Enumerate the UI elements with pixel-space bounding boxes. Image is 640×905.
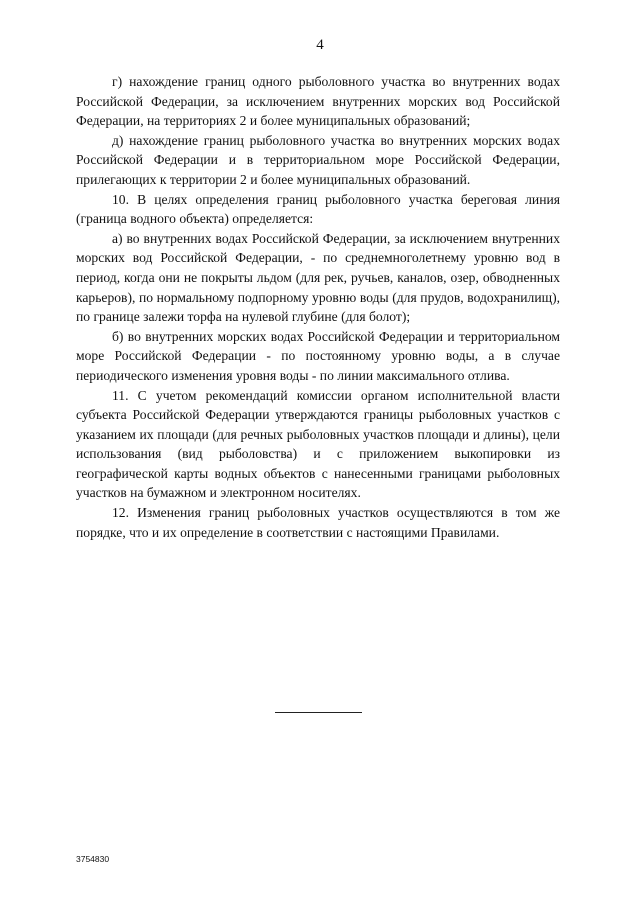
paragraph-d: д) нахождение границ рыболовного участка во внутренних морских водах Российской Федерации и в территориальном море Российской Федерации, прилегающих к территории 2 и более муниципальных образований. xyxy=(76,132,560,187)
paragraph-10: 10. В целях определения границ рыболовного участка береговая линия (граница водного объекта) определяется: xyxy=(76,191,560,227)
document-body xyxy=(76,72,560,542)
page-number: 4 xyxy=(316,37,324,53)
paragraph-11: 11. С учетом рекомендаций комиссии органом исполнительной власти субъекта Российской Федерации утверждаются границы рыболовных участков с указанием их площади (для речных рыболовных участков площади и длины), цели использования (вид рыболовства) и с приложением выкопировки из географической карты водных объектов с нанесенными границами рыболовных участков на бумажном и электронном носителях. xyxy=(76,387,560,501)
paragraph-10b: б) во внутренних морских водах Российской Федерации и территориальном море Российской Федерации - по постоянному уровню воды, а в случае периодического изменения уровня воды - по линии максимального отлива. xyxy=(76,328,560,383)
paragraph-g: г) нахождение границ одного рыболовного участка во внутренних водах Российской Федерации, за исключением внутренних морских вод Российской Федерации, на территориях 2 и более муниципальных образований; xyxy=(76,74,560,129)
paragraph-10a: а) во внутренних водах Российской Федерации, за исключением внутренних морских вод Российской Федерации, - по среднемноголетнему уровню вод в период, когда они не покрыты льдом (для рек, ручьев, каналов, озер, обводненных карьеров), по нормальному подпорному уровню воды (для прудов, водохранилищ), по границе залежи торфа на нулевой глубине (для болот); xyxy=(76,230,560,325)
end-divider xyxy=(275,712,362,713)
paragraph-12: 12. Изменения границ рыболовных участков осуществляются в том же порядке, что и их определение в соответствии с настоящими Правилами. xyxy=(76,505,560,540)
document-code: 3754830 xyxy=(76,854,110,864)
